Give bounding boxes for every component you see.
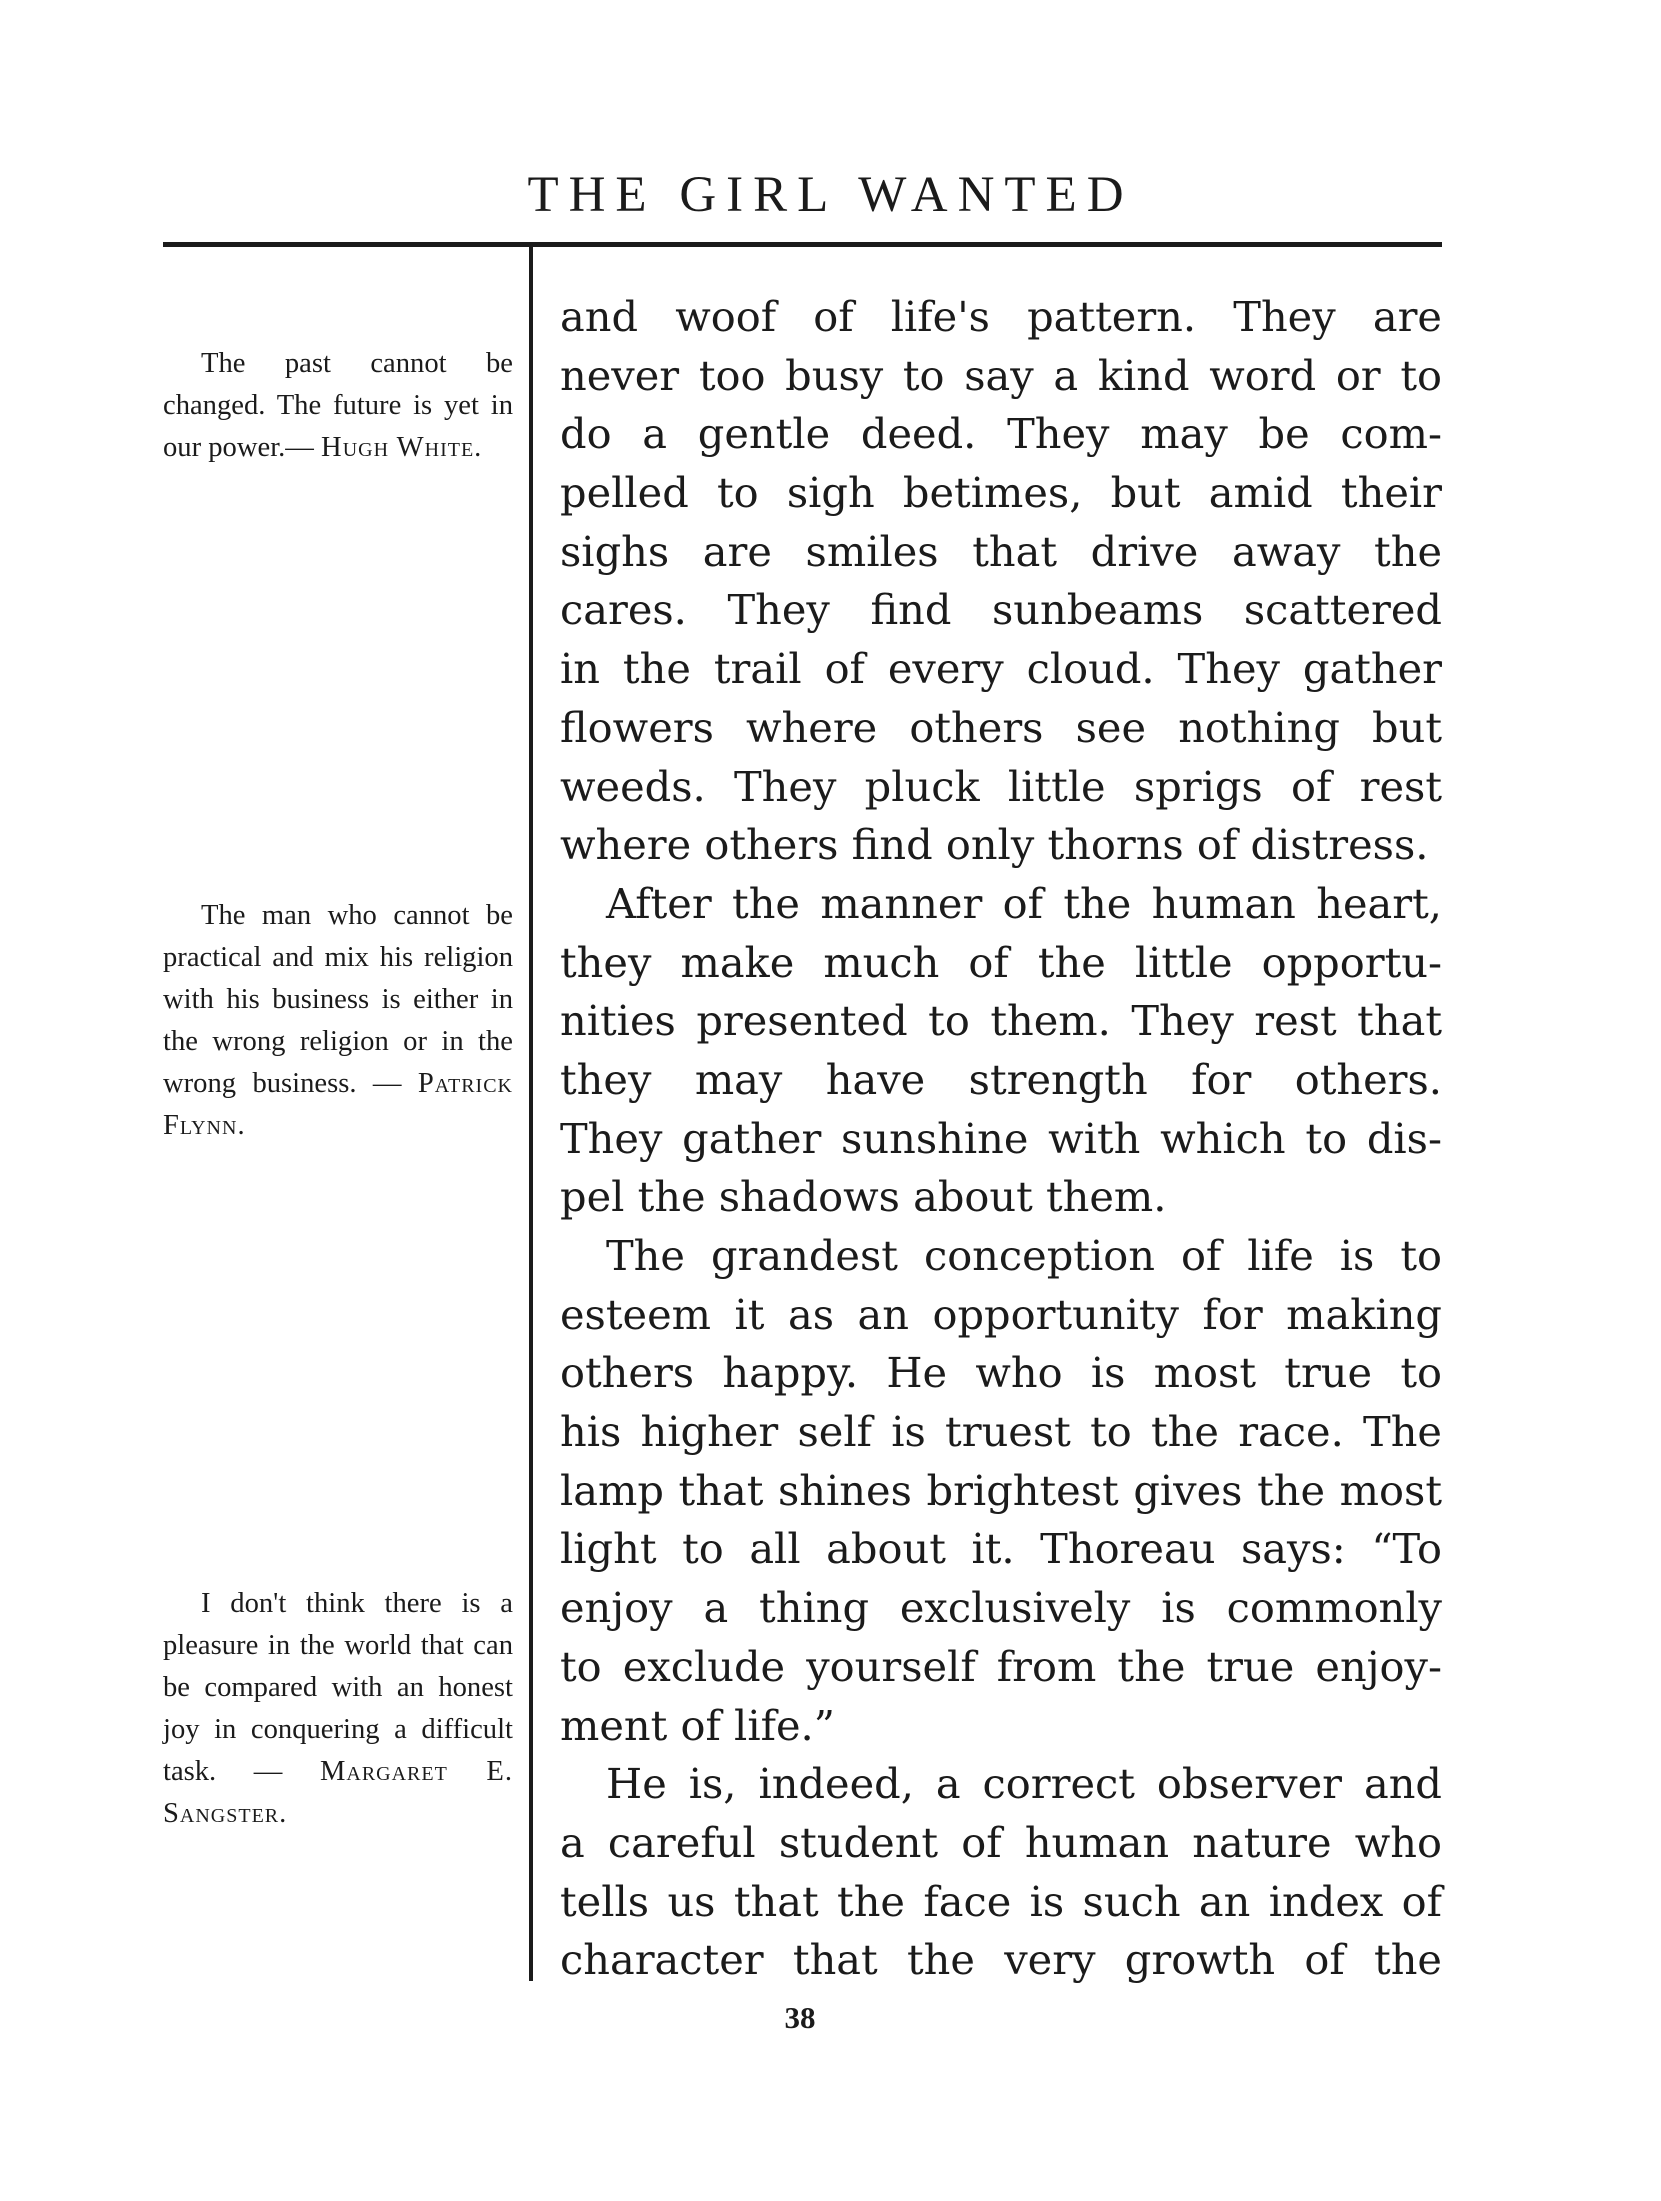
running-header: THE GIRL WANTED — [527, 167, 1134, 223]
body-line: pel the shadows about them. — [560, 1172, 1167, 1222]
body-line: to exclude yourself from the true enjoy- — [560, 1641, 1442, 1691]
body-line: cares. They find sunbeams scattered — [560, 585, 1442, 635]
body-line: sighs are smiles that drive away the — [560, 526, 1442, 576]
body-line: They gather sunshine with which to dis- — [560, 1113, 1442, 1163]
body-line: enjoy a thing exclusively is commonly — [560, 1583, 1442, 1633]
body-line: tells us that the face is such an index of — [560, 1876, 1442, 1926]
column-divider — [529, 243, 533, 1981]
header-rule — [163, 242, 1442, 247]
body-line: they may have strength for others. — [560, 1054, 1442, 1104]
body-line: light to all about it. Thoreau says: “To — [560, 1524, 1442, 1574]
page-number: 38 — [784, 2000, 816, 2035]
margin-quote-attribution: Patrick Flynn. — [163, 1068, 513, 1141]
body-line: esteem it as an opportunity for making — [560, 1289, 1442, 1339]
margin-quote-3 — [163, 1583, 513, 1835]
body-line: do a gentle deed. They may be com- — [560, 409, 1442, 459]
body-line: The grandest conception of life is to — [606, 1231, 1442, 1280]
body-line: and woof of life's pattern. They are — [560, 292, 1442, 341]
body-line: they make much of the little opportu- — [560, 937, 1442, 987]
body-line: pelled to sigh betimes, but amid their — [560, 468, 1442, 518]
margin-quote-2 — [163, 895, 513, 1147]
body-line: where others find only thorns of distress. — [560, 820, 1429, 870]
body-line: After the manner of the human heart, — [606, 878, 1442, 928]
margin-quote-1 — [163, 343, 513, 469]
body-line: others happy. He who is most true to — [560, 1348, 1442, 1398]
margin-quote-attribution: Margaret E. Sangster. — [163, 1756, 514, 1829]
margin-quote-attribution: Hugh White. — [321, 432, 483, 463]
body-text — [560, 288, 1442, 1990]
body-line: weeds. They pluck little sprigs of rest — [560, 761, 1442, 811]
body-line: nities presented to them. They rest that — [560, 996, 1442, 1046]
margin-quote-text: The man who cannot be practical and mix his religion with his business is either in the wrong religion or in the wrong business. — — [163, 900, 513, 1099]
body-line: in the trail of every cloud. They gather — [560, 644, 1442, 694]
body-line: flowers where others see nothing but — [560, 702, 1442, 752]
body-line: his higher self is truest to the race. The — [560, 1407, 1442, 1457]
body-line: character that the very growth of the — [560, 1935, 1442, 1985]
body-line: He is, indeed, a correct observer and — [606, 1759, 1442, 1809]
body-line: never too busy to say a kind word or to — [560, 350, 1442, 400]
margin-quote-text: I don't think there is a pleasure in the world that can be compared with an honest joy in conquering a difficult task. — — [163, 1588, 513, 1787]
body-line: lamp that shines brightest gives the most — [560, 1465, 1442, 1515]
body-line: a careful student of human nature who — [560, 1817, 1442, 1867]
body-line: ment of life.” — [560, 1700, 835, 1750]
margin-quote-text: The past cannot be changed. The future is yet in our power.— — [163, 348, 513, 463]
